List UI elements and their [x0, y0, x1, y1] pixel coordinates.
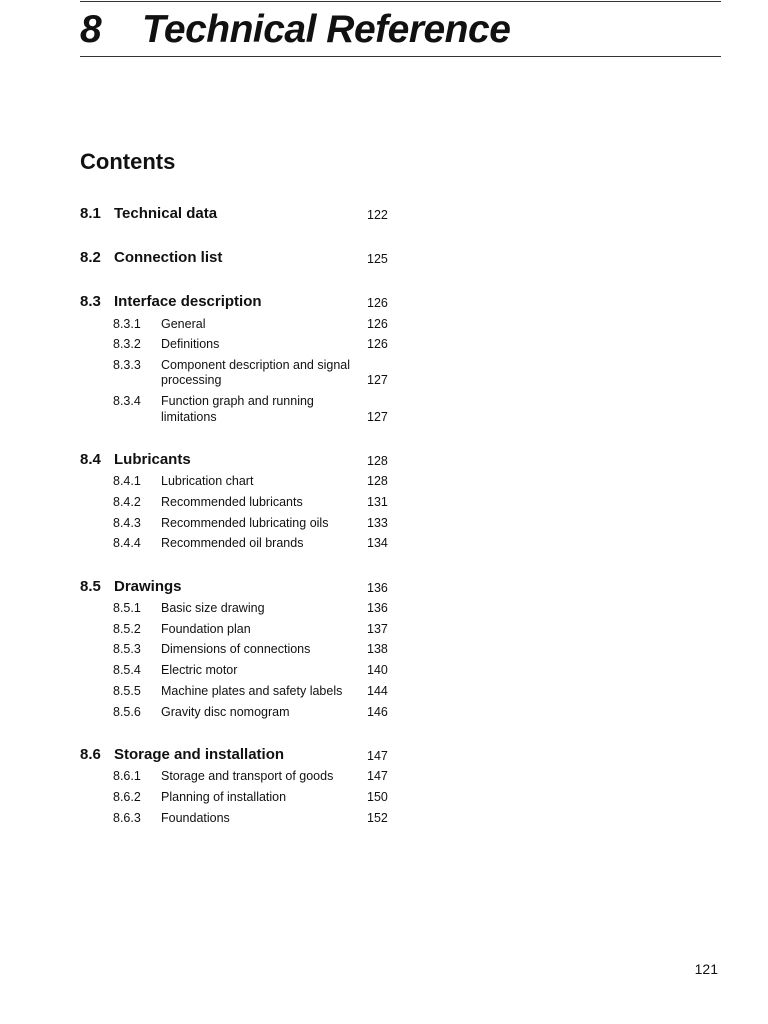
- toc-section: [80, 202, 400, 226]
- toc-section-entry[interactable]: [80, 448, 400, 472]
- subsection-page-number: 127: [367, 373, 388, 388]
- section-page-number: 126: [367, 296, 388, 310]
- section-title: Drawings: [114, 577, 182, 595]
- subsection-title: General: [161, 316, 206, 331]
- subsection-page-number: 131: [367, 495, 388, 510]
- subsection-title: Function graph and running limitations: [161, 394, 314, 424]
- section-page-number: 136: [367, 580, 388, 595]
- section-number: 8.1: [80, 205, 101, 222]
- toc-section: [80, 448, 400, 555]
- subsection-number: 8.3.4: [113, 394, 141, 409]
- subsection-number: 8.4.4: [113, 536, 141, 551]
- toc-section-entry[interactable]: [80, 743, 400, 767]
- subsection-page-number: 147: [367, 769, 388, 784]
- header-top-rule: [80, 1, 721, 2]
- subsection-page-number: 138: [367, 642, 388, 657]
- toc-section: [80, 290, 400, 428]
- subsection-page-number: 152: [367, 810, 388, 825]
- section-title: Interface description: [114, 293, 262, 310]
- subsection-page-number: 134: [367, 536, 388, 551]
- subsection-title: Dimensions of connections: [161, 642, 311, 657]
- toc-subsection-entry[interactable]: [80, 681, 400, 702]
- chapter-title-text: Technical Reference: [142, 8, 511, 51]
- toc-section-entry[interactable]: [80, 202, 400, 226]
- toc-subsection-entry[interactable]: [80, 492, 400, 513]
- subsection-page-number: 126: [367, 316, 388, 331]
- chapter-title: [80, 7, 510, 53]
- subsection-number: 8.4.2: [113, 495, 141, 510]
- subsection-title: Planning of installation: [161, 789, 287, 804]
- subsection-page-number: 133: [367, 515, 388, 530]
- section-number: 8.2: [80, 249, 101, 266]
- subsection-number: 8.6.1: [113, 769, 141, 784]
- toc-subsection-entry[interactable]: [80, 767, 400, 788]
- toc-section: [80, 246, 400, 270]
- subsection-title: Foundation plan: [161, 621, 251, 636]
- toc-section: [80, 743, 400, 829]
- subsection-page-number: 146: [367, 704, 388, 719]
- subsection-number: 8.6.2: [113, 789, 141, 804]
- subsection-number: 8.5.3: [113, 642, 141, 657]
- section-title: Connection list: [114, 249, 223, 266]
- subsection-number: 8.5.6: [113, 704, 141, 719]
- subsection-number: 8.6.3: [113, 810, 141, 825]
- toc-subsection-entry[interactable]: [80, 640, 400, 661]
- section-title: Storage and installation: [114, 745, 285, 763]
- subsection-title: Recommended lubricants: [161, 495, 303, 510]
- subsection-page-number: 144: [367, 683, 388, 698]
- subsection-page-number: 126: [367, 337, 388, 352]
- chapter-number: 8: [80, 8, 102, 51]
- subsection-page-number: 127: [367, 409, 388, 424]
- subsection-title: Definitions: [161, 337, 220, 352]
- toc-subsection-entry[interactable]: [80, 314, 400, 335]
- toc-subsection-entry[interactable]: [80, 335, 400, 356]
- subsection-number: 8.5.4: [113, 663, 141, 678]
- section-number: 8.5: [80, 577, 101, 595]
- subsection-number: 8.3.1: [113, 316, 141, 331]
- contents-heading: Contents: [80, 149, 176, 174]
- toc-subsection-entry[interactable]: [80, 808, 400, 829]
- toc-section-entry[interactable]: [80, 575, 400, 599]
- subsection-number: 8.5.2: [113, 621, 141, 636]
- subsection-page-number: 128: [367, 474, 388, 489]
- subsection-number: 8.4.1: [113, 474, 141, 489]
- section-number: 8.4: [80, 450, 101, 468]
- subsection-number: 8.4.3: [113, 515, 141, 530]
- section-page-number: 147: [367, 748, 388, 763]
- toc-subsection-entry[interactable]: [80, 513, 400, 534]
- subsection-title: Machine plates and safety labels: [161, 683, 343, 698]
- toc-subsection-entry[interactable]: [80, 534, 400, 555]
- page-number: 121: [694, 961, 718, 977]
- toc-subsection-entry[interactable]: [80, 472, 400, 493]
- subsection-page-number: 137: [367, 621, 388, 636]
- section-page-number: 122: [367, 208, 388, 222]
- subsection-title: Component description and signal processing: [161, 357, 351, 388]
- toc-subsection-entry[interactable]: [80, 787, 400, 808]
- toc-subsection-entry[interactable]: [80, 661, 400, 682]
- subsection-number: 8.5.5: [113, 683, 141, 698]
- toc-subsection-entry[interactable]: [80, 702, 400, 723]
- toc-subsection-entry[interactable]: [80, 619, 400, 640]
- subsection-title: Recommended lubricating oils: [161, 515, 329, 530]
- section-page-number: 128: [367, 453, 388, 468]
- toc-subsection-entry[interactable]: [80, 392, 400, 428]
- section-title: Lubricants: [114, 450, 191, 468]
- toc-section-entry[interactable]: [80, 246, 400, 270]
- section-number: 8.6: [80, 745, 101, 763]
- subsection-title: Storage and transport of goods: [161, 769, 334, 784]
- section-page-number: 125: [367, 252, 388, 266]
- subsection-title: Gravity disc nomogram: [161, 704, 290, 719]
- subsection-title: Foundations: [161, 810, 230, 825]
- subsection-title: Lubrication chart: [161, 474, 254, 489]
- toc-subsection-entry[interactable]: [80, 355, 400, 391]
- section-number: 8.3: [80, 293, 101, 310]
- subsection-title: Recommended oil brands: [161, 536, 304, 551]
- subsection-number: 8.5.1: [113, 601, 141, 616]
- subsection-page-number: 150: [367, 789, 388, 804]
- subsection-number: 8.3.2: [113, 337, 141, 352]
- toc-subsection-entry[interactable]: [80, 599, 400, 620]
- subsection-title: Electric motor: [161, 663, 238, 678]
- header-bottom-rule: [80, 56, 721, 57]
- subsection-title: Basic size drawing: [161, 601, 265, 616]
- table-of-contents: [80, 202, 400, 849]
- subsection-page-number: 136: [367, 601, 388, 616]
- subsection-page-number: 140: [367, 663, 388, 678]
- toc-section: [80, 575, 400, 723]
- section-title: Technical data: [114, 205, 218, 222]
- subsection-number: 8.3.3: [113, 357, 141, 372]
- toc-section-entry[interactable]: [80, 290, 400, 314]
